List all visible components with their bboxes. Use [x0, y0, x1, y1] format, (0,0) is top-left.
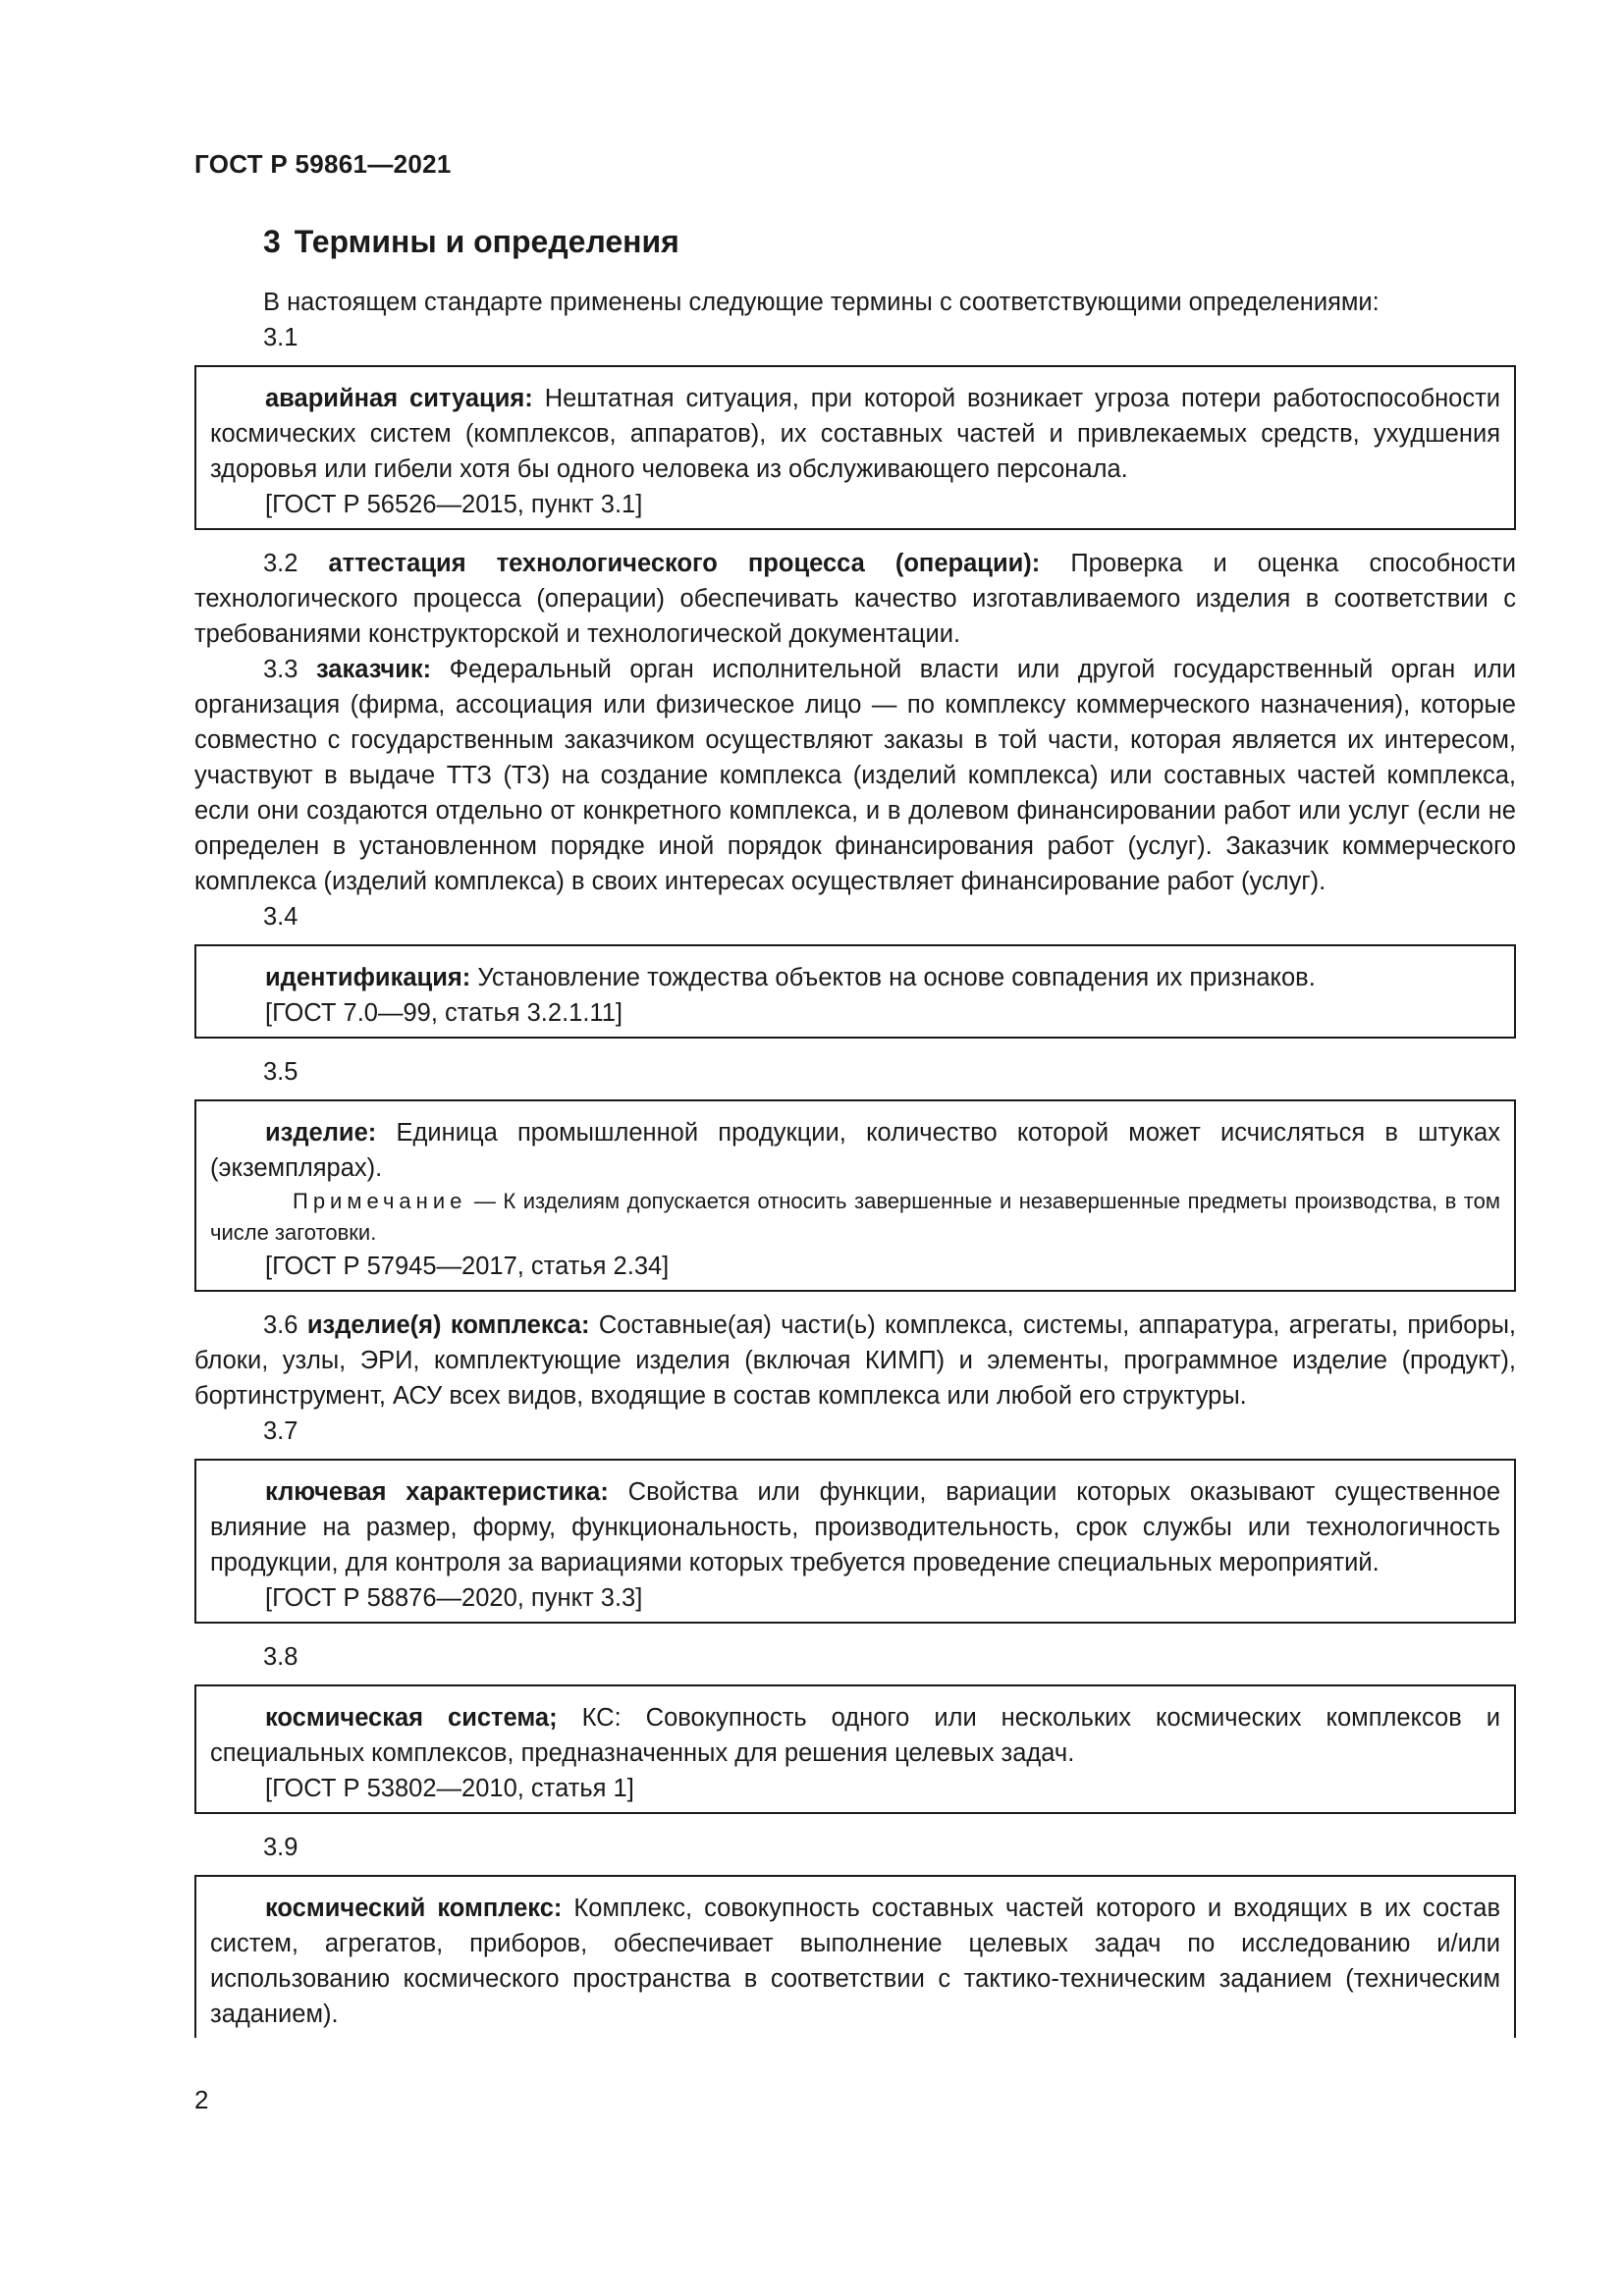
- page-number: 2: [194, 2085, 209, 2114]
- quoted-definition-box: [194, 1684, 1516, 1814]
- section-heading: Термины и определения: [294, 224, 679, 259]
- definition: [210, 1891, 1500, 2032]
- source-reference: [ГОСТ Р 57945—2017, статья 2.34]: [265, 1253, 670, 1280]
- term: заказчик:: [315, 656, 432, 683]
- note: [210, 1186, 1500, 1249]
- quoted-definition-box: [194, 1459, 1516, 1624]
- abbreviation: КС:: [581, 1704, 622, 1732]
- section-number: 3: [263, 224, 281, 259]
- definition-text: Установление тождества объектов на основе совпадения их признаков.: [477, 964, 1316, 991]
- definition-paragraph: [194, 652, 1516, 899]
- document-body: [194, 285, 1516, 2054]
- definition-text: Совокупность одного или нескольких космических комплексов и специальных комплексов, предназначенных для решения целевых задач.: [210, 1704, 1500, 1767]
- definition: [210, 1700, 1500, 1771]
- quoted-definition-box: [194, 1875, 1516, 2038]
- term: идентификация:: [265, 964, 471, 991]
- source-reference: [ГОСТ Р 58876—2020, пункт 3.3]: [265, 1584, 643, 1612]
- definition: [210, 381, 1500, 487]
- source-reference: [ГОСТ Р 53802—2010, статья 1]: [265, 1775, 634, 1802]
- definition-text: Свойства или функции, вариации которых оказывают существенное влияние на размер, форму, функциональность, производительность, срок службы или технологичность продукции, для контроля за вариациями которых требуется проведение специальных мероприятий.: [210, 1478, 1501, 1576]
- entry-number: 3.8: [263, 1643, 298, 1671]
- definition-text: Составные(ая) части(ь) комплекса, системы, аппаратура, агрегаты, приборы, блоки, узлы, ЭРИ, комплектующие изделия (включая КИМП) и элементы, программное изделие (продукт), бортинструмент, АСУ всех видов, входящие в состав комплекса или любой его структуры.: [194, 1311, 1517, 1410]
- definition-paragraph: [194, 546, 1516, 652]
- definition: [210, 960, 1500, 995]
- entry-number: 3.2: [263, 550, 298, 577]
- term: аварийная ситуация:: [265, 385, 533, 412]
- term: изделие(я) комплекса:: [306, 1311, 590, 1339]
- source-reference: [ГОСТ Р 56526—2015, пункт 3.1]: [265, 491, 643, 518]
- entry-number: 3.4: [263, 903, 298, 931]
- term: аттестация технологического процесса (операции):: [328, 550, 1041, 577]
- definition: [210, 1474, 1500, 1580]
- definition: [210, 1115, 1500, 1186]
- entry-number: 3.9: [263, 1834, 298, 1861]
- note-text: — К изделиям допускается относить завершенные и незавершенные предметы производства, в том числе заготовки.: [210, 1189, 1500, 1245]
- note-label: Примечание: [293, 1189, 467, 1213]
- definition-text: Нештатная ситуация, при которой возникает угроза потери работоспособности космических систем (комплексов, аппаратов), их составных частей и привлекаемых средств, ухудшения здоровья или гибели хотя бы одного человека из обслуживающего персонала.: [210, 385, 1501, 483]
- document-code: ГОСТ Р 59861—2021: [194, 149, 452, 179]
- intro-text: В настоящем стандарте применены следующие термины с соответствующими определениями:: [263, 289, 1380, 316]
- definition-text: Комплекс, совокупность составных частей которого и входящих в их состав систем, агрегатов, приборов, обеспечивает выполнение целевых задач по исследованию и/или использованию космического пространства в соответствии с тактико-техническим заданием (техническим заданием).: [210, 1895, 1501, 2028]
- definition-paragraph: [194, 1308, 1516, 1414]
- term: космическая система;: [265, 1704, 558, 1732]
- term: изделие:: [265, 1119, 377, 1147]
- quoted-definition-box: [194, 365, 1516, 530]
- section-title: [263, 224, 679, 260]
- definition-text: Федеральный орган исполнительной власти или другой государственный орган или организация (фирма, ассоциация или физическое лицо — по комплексу коммерческого назначения), которые совместно с государственным заказчиком осуществляют заказы в той части, которая является их интересом, участвуют в выдаче ТТЗ (ТЗ) на создание комплекса (изделий комплекса) или составных частей комплекса, если они создаются отдельно от конкретного комплекса, и в долевом финансировании работ или услуг (если не определен в установленном порядке иной порядок финансирования работ (услуг). Заказчик коммерческого комплекса (изделий комплекса) в своих интересах осуществляет финансирование работ (услуг).: [194, 656, 1517, 895]
- term: космический комплекс:: [265, 1895, 563, 1922]
- entry-number: 3.1: [263, 324, 298, 351]
- term: ключевая характеристика:: [265, 1478, 609, 1506]
- quoted-definition-box: [194, 944, 1516, 1039]
- source-reference: [ГОСТ 7.0—99, статья 3.2.1.11]: [265, 999, 623, 1027]
- entry-number: 3.7: [263, 1417, 298, 1445]
- definition-text: Единица промышленной продукции, количество которой может исчисляться в штуках (экземплярах).: [210, 1119, 1500, 1182]
- entry-number: 3.5: [263, 1058, 298, 1086]
- entry-number: 3.3: [263, 656, 298, 683]
- entry-number: 3.6: [263, 1311, 298, 1339]
- quoted-definition-box: [194, 1099, 1516, 1292]
- definition-text: Проверка и оценка способности технологического процесса (операции) обеспечивать качество изготавливаемого изделия в соответствии с требованиями конструкторской и технологической документации.: [194, 550, 1516, 648]
